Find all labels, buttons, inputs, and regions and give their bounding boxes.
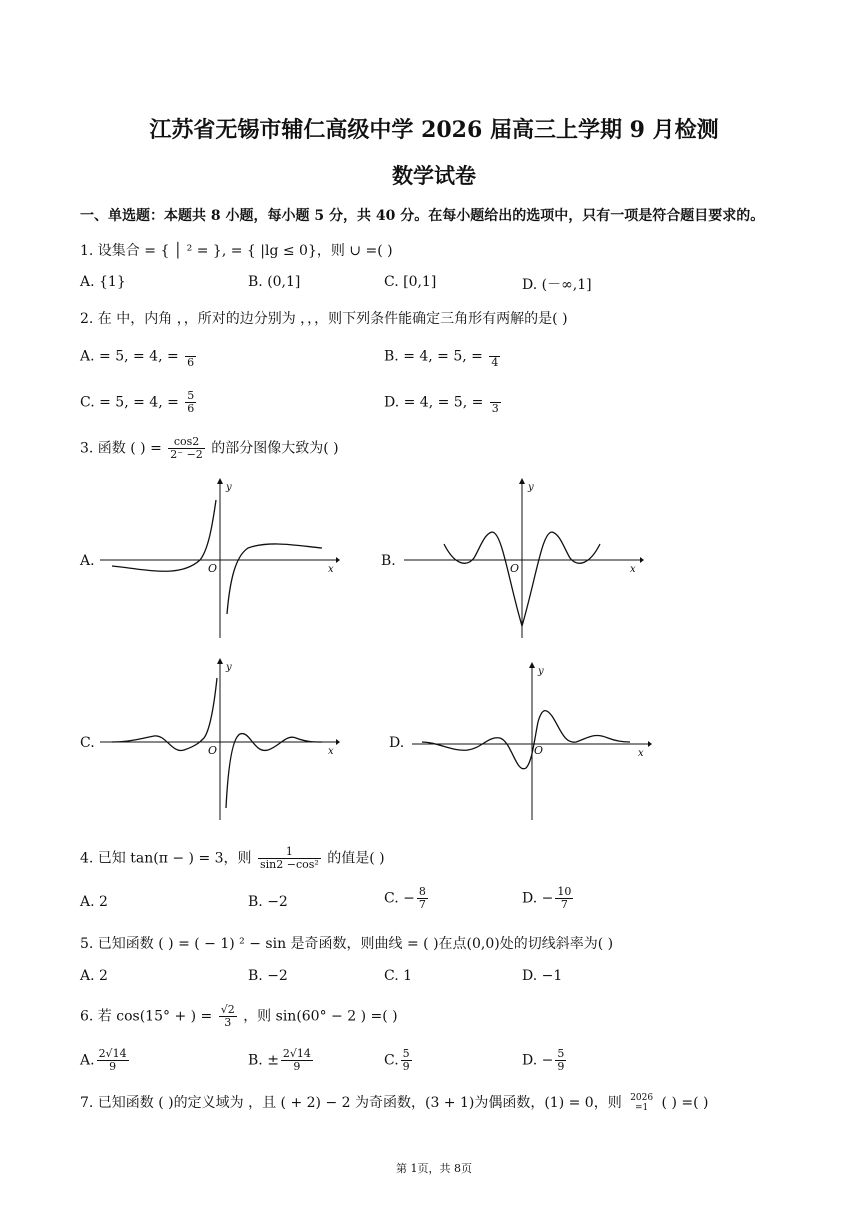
- option-prefix: D. −: [522, 1052, 554, 1069]
- question-2-option-d-fraction: [490, 390, 501, 415]
- question-2-option-c: [80, 390, 198, 415]
- question-5-option-b: B. −2: [248, 968, 288, 984]
- fraction-denominator: 7: [560, 898, 568, 911]
- graph-d-svg: [412, 662, 652, 822]
- curve-left-branch: [112, 500, 216, 571]
- question-1-option-b: B. (0,1]: [248, 274, 301, 290]
- y-axis-label: y: [538, 666, 544, 677]
- graph-c-label: C.: [80, 735, 95, 751]
- x-axis-label: x: [630, 564, 636, 575]
- graph-d: [412, 662, 652, 822]
- fraction-numerator: 10: [557, 885, 572, 898]
- question-2-option-b: [384, 344, 502, 369]
- option-prefix: B. ±: [248, 1052, 279, 1069]
- x-axis-arrow: [336, 557, 340, 563]
- graph-d-label: D.: [389, 735, 405, 751]
- fraction-denominator: 6: [187, 402, 195, 415]
- question-1-stem: 1. 设集合 = { │ ² = }, = { |lg ≤ 0}，则 ∪ =( ): [80, 243, 393, 259]
- question-7-stem-post: ( ) =( ): [661, 1095, 709, 1111]
- graph-a-label: A.: [80, 553, 95, 569]
- x-axis-label: x: [638, 748, 644, 759]
- fraction-numerator: 1: [258, 846, 321, 859]
- origin-label: O: [208, 562, 218, 575]
- fraction-denominator: sin2 −cos²: [260, 858, 319, 871]
- question-7-summation: [628, 1093, 655, 1113]
- question-4-option-d-fraction: [555, 886, 573, 911]
- fraction-denominator: 7: [418, 898, 426, 911]
- question-3-stem: [80, 436, 339, 461]
- option-prefix: A.: [80, 1052, 95, 1069]
- question-5-stem: 5. 已知函数 ( ) = ( − 1) ² − sin 是奇函数，则曲线 = ( )在点(0,0)处的切线斜率为( ): [80, 936, 614, 952]
- section-heading: 一、单选题：本题共 8 小题，每小题 5 分，共 40 分。在每小题给出的选项中，只有一项是符合题目要求的。: [80, 208, 765, 224]
- origin-label: O: [208, 744, 218, 757]
- fraction-denominator: 9: [109, 1060, 117, 1073]
- question-5-option-c: C. 1: [384, 968, 413, 984]
- question-6-option-a-fraction: [97, 1048, 129, 1073]
- question-5-option-a: A. 2: [80, 968, 108, 984]
- fraction-denominator: 3: [491, 402, 499, 415]
- question-2-option-b-text: B. = 4, = 5, =: [384, 348, 483, 365]
- question-2-option-d-text: D. = 4, = 5, =: [384, 394, 484, 411]
- question-4-fraction: [258, 846, 321, 871]
- summation-upper: 2026: [630, 1093, 654, 1103]
- question-2-option-a-text: A. = 5, = 4, =: [80, 348, 179, 365]
- graph-c-svg: [100, 658, 340, 822]
- question-4-stem: [80, 846, 385, 871]
- question-3-function-fraction: [168, 436, 205, 461]
- fraction-denominator: 9: [402, 1060, 410, 1073]
- fraction-denominator: 3: [224, 1016, 232, 1029]
- option-prefix: D. −: [522, 890, 554, 907]
- graph-a-svg: [100, 478, 340, 640]
- y-axis-arrow: [217, 478, 223, 484]
- question-1-option-a: A. {1}: [80, 274, 126, 290]
- question-6-fraction: [219, 1004, 237, 1029]
- question-6-option-d: [522, 1048, 568, 1073]
- curve-right-branch: [226, 734, 322, 808]
- fraction-denominator: 9: [293, 1060, 301, 1073]
- question-6-stem-pre: 6. 若 cos(15° + ) =: [80, 1008, 213, 1025]
- graph-b: [404, 478, 644, 640]
- fraction-numerator: √2: [220, 1003, 235, 1016]
- curve: [422, 711, 630, 769]
- question-6-stem: [80, 1004, 398, 1029]
- question-4-option-c-fraction: [417, 886, 428, 911]
- fraction-denominator: 9: [557, 1060, 565, 1073]
- question-5-option-d: D. −1: [522, 968, 563, 984]
- question-4-stem-pre: 4. 已知 tan(π − ) = 3，则: [80, 850, 252, 867]
- question-2-option-d: [384, 390, 503, 415]
- question-3-stem-pre: 3. 函数 ( ) =: [80, 440, 162, 457]
- graph-b-label: B.: [381, 553, 396, 569]
- question-6-option-a: [80, 1048, 131, 1073]
- fraction-denominator: 4: [491, 356, 499, 369]
- y-axis-label: y: [226, 662, 232, 673]
- question-3-stem-post: 的部分图像大致为( ): [211, 440, 339, 457]
- question-4-option-b: B. −2: [248, 894, 288, 910]
- graph-c: [100, 658, 340, 822]
- graph-a: [100, 478, 340, 640]
- question-4-option-a: A. 2: [80, 894, 108, 910]
- y-axis-arrow: [529, 662, 535, 668]
- fraction-numerator: 8: [418, 885, 426, 898]
- fraction-numerator: 5: [402, 1047, 410, 1060]
- summation-lower: =1: [635, 1103, 649, 1113]
- x-axis-arrow: [648, 741, 652, 747]
- fraction-denominator: 6: [187, 356, 195, 369]
- fraction-numerator: cos2: [168, 436, 205, 449]
- curve-left-branch: [112, 678, 217, 751]
- graph-b-svg: [404, 478, 644, 640]
- fraction-numerator: 5: [557, 1047, 565, 1060]
- question-7-stem-pre: 7. 已知函数 ( )的定义域为 ，且 ( + 2) − 2 为奇函数，(3 + 1)为偶函数，(1) = 0，则: [80, 1095, 622, 1111]
- question-2-option-c-text: C. = 5, = 4, =: [80, 394, 179, 411]
- origin-label: O: [534, 744, 544, 757]
- question-7-stem: [80, 1092, 708, 1113]
- question-4-option-d: [522, 886, 575, 911]
- question-6-option-c: [384, 1048, 414, 1073]
- question-4-stem-post: 的值是( ): [327, 850, 385, 867]
- question-2-option-c-fraction: [185, 390, 196, 415]
- fraction-numerator: 5: [187, 389, 195, 402]
- page-footer: 第 1页，共 8页: [396, 1162, 472, 1175]
- curve-right-branch: [227, 544, 322, 614]
- question-6-option-c-fraction: [401, 1048, 412, 1073]
- y-axis-label: y: [226, 482, 232, 493]
- x-axis-arrow: [336, 739, 340, 745]
- question-4-option-c: [384, 886, 430, 911]
- option-prefix: C.: [384, 1052, 399, 1069]
- exam-title: 江苏省无锡市辅仁高级中学 2026 届高三上学期 9 月检测: [149, 117, 719, 143]
- exam-subtitle: 数学试卷: [392, 163, 476, 188]
- question-1-option-d: D. (－∞,1]: [522, 277, 592, 293]
- question-6-stem-post: ，则 sin(60° − 2 ) =( ): [243, 1008, 398, 1025]
- x-axis-label: x: [328, 564, 334, 575]
- question-2-option-a-fraction: [185, 344, 196, 369]
- question-2-option-a: [80, 344, 198, 369]
- question-2-stem: 2. 在 中，内角 ，，所对的边分别为 ，，，则下列条件能确定三角形有两解的是( ): [80, 311, 568, 327]
- y-axis-label: y: [528, 482, 534, 493]
- y-axis-arrow: [217, 658, 223, 664]
- question-2-option-b-fraction: [489, 344, 500, 369]
- y-axis-arrow: [519, 478, 525, 484]
- question-1-option-c: C. [0,1]: [384, 274, 437, 290]
- fraction-numerator: 2√14: [98, 1047, 127, 1060]
- x-axis-arrow: [640, 557, 644, 563]
- origin-label: O: [510, 562, 520, 575]
- option-prefix: C. −: [384, 890, 415, 907]
- question-6-option-d-fraction: [555, 1048, 566, 1073]
- question-6-option-b: [248, 1048, 315, 1073]
- fraction-denominator: 2⁻ −2: [170, 448, 203, 461]
- question-6-option-b-fraction: [281, 1048, 313, 1073]
- x-axis-label: x: [328, 746, 334, 757]
- fraction-numerator: 2√14: [282, 1047, 311, 1060]
